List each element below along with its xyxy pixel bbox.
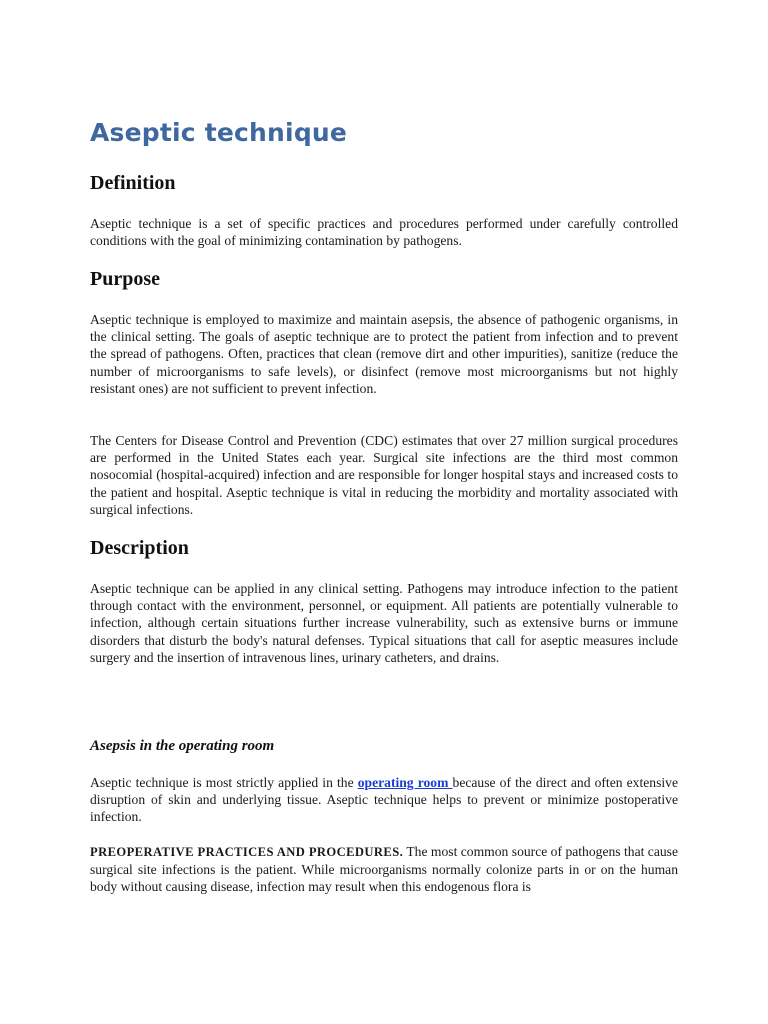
purpose-paragraph-1: Aseptic technique is employed to maximize and maintain asepsis, the absence of pathogenic organisms, in the clinical setting. The goals of aseptic technique are to protect the patient from infection and to prevent the spread of pathogens. Often, practices that clean (remove dirt and other impurities), sanitize (reduce the number of microorganisms to safe levels), or disinfect (remove most microorganisms but not highly resistant ones) are not sufficient to prevent infection. [90, 312, 678, 396]
operating-room-link[interactable]: operating room [357, 775, 453, 790]
description-heading: Description [90, 537, 189, 559]
preoperative-text: The most common source of pathogens that cause surgical site infections is the patient. While microorganisms normally colonize parts in or on the human body without causing disease, infection may result when this endogenous flora is [90, 844, 678, 895]
description-text: Aseptic technique can be applied in any clinical setting. Pathogens may introduce infection to the patient through contact with the environment, personnel, or equipment. All patients are potentially vulnerable to infection, although certain situations further increase vulnerability, such as extensive burns or immune disorders that disturb the body's natural defenses. Typical situations that call for aseptic measures include surgery and the insertion of intravenous lines, urinary catheters, and drains. [90, 581, 678, 665]
operating-room-heading: Asepsis in the operating room [90, 738, 275, 754]
preoperative-paragraph [90, 843, 678, 896]
preoperative-runin-heading: PREOPERATIVE PRACTICES AND PROCEDURES. [90, 845, 404, 859]
operating-room-text-end: because of the direct and often extensive disruption of skin and underlying tissue. Aseptic technique helps to prevent or minimize postoperative infection. [90, 775, 678, 825]
definition-heading: Definition [90, 172, 176, 194]
operating-room-text [90, 774, 678, 826]
operating-room-text-start: Aseptic technique is most strictly applied in the [90, 775, 358, 790]
purpose-paragraph-2: The Centers for Disease Control and Prevention (CDC) estimates that over 27 million surgical procedures are performed in the United States each year. Surgical site infections are the third most common nosocomial (hospital-acquired) infection and are responsible for longer hospital stays and increased costs to the patient and hospital. Aseptic technique is vital in reducing the morbidity and mortality associated with surgical infections. [90, 433, 678, 517]
document-title: Aseptic technique [90, 118, 348, 147]
purpose-heading: Purpose [90, 268, 160, 290]
definition-text: Aseptic technique is a set of specific practices and procedures performed under carefully controlled conditions with the goal of minimizing contamination by pathogens. [90, 216, 678, 249]
